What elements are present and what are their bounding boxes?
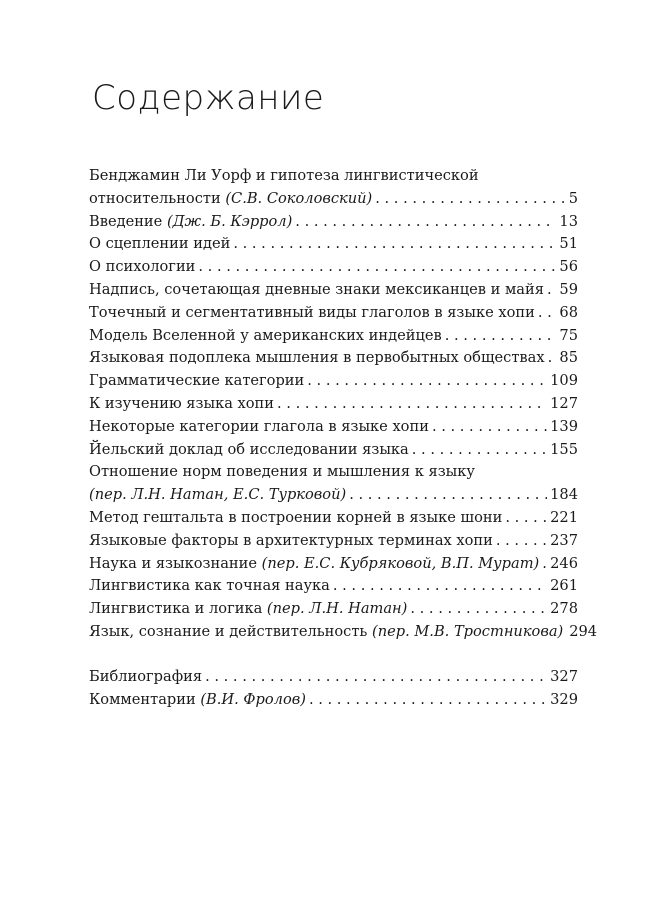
dot-leader: [412, 439, 547, 462]
dot-leader: [432, 416, 547, 439]
toc-entry-title: Надпись, сочетающая дневные знаки мексиканцев и майя: [89, 280, 544, 298]
dot-leader: [205, 666, 547, 689]
dot-leader: [538, 302, 557, 325]
dot-leader: [233, 233, 556, 256]
toc-page-number: 109: [550, 372, 578, 390]
dot-leader: [547, 279, 556, 302]
toc-entry-title: Библиография: [89, 667, 203, 685]
toc-page-number: 278: [550, 600, 578, 618]
toc-entry[interactable]: [89, 325, 578, 348]
toc-entry-title: относительности: [89, 189, 221, 207]
toc-main-list: [89, 165, 598, 644]
toc-entry-title: Введение: [89, 212, 163, 230]
toc-entry[interactable]: [89, 575, 578, 598]
dot-leader: [309, 689, 547, 712]
toc-entry[interactable]: [89, 461, 578, 507]
toc-entry[interactable]: [89, 530, 578, 553]
toc-page-number: 261: [550, 577, 578, 595]
toc-page-number: 56: [559, 258, 578, 276]
toc-page-number: 221: [550, 508, 578, 526]
toc-entry-title: О психологии: [89, 258, 196, 276]
toc-entry-title: Лингвистика и логика: [89, 600, 263, 618]
toc-page-number: 85: [559, 349, 578, 367]
toc-entry[interactable]: [89, 666, 578, 689]
toc-page-number: 329: [550, 690, 578, 708]
toc-entry-title-line: Отношение норм поведения и мышления к языку: [89, 463, 475, 481]
toc-entry-title: Язык, сознание и действительность: [89, 622, 368, 640]
toc-appendix-list: [89, 666, 578, 712]
toc-entry-title-line: Бенджамин Ли Уорф и гипотеза лингвистической: [89, 167, 479, 184]
toc-page-number: 59: [559, 280, 578, 298]
dot-leader: [307, 370, 547, 393]
toc-entry-title: Грамматические категории: [89, 372, 305, 390]
dot-leader: [333, 575, 547, 598]
toc-entry-title: Языковые факторы в архитектурных терминах хопи: [89, 531, 493, 549]
toc-entry-title: Наука и языкознание: [89, 554, 258, 572]
toc-page-number: 155: [550, 440, 578, 458]
dot-leader: [410, 598, 547, 621]
toc-entry[interactable]: [89, 279, 578, 302]
dot-leader: [548, 347, 557, 370]
toc-entry-author: (С.В. Соколовский): [225, 189, 373, 207]
toc-entry[interactable]: [89, 507, 578, 530]
toc-page-number: 327: [550, 667, 578, 685]
toc-entry-title: О сцеплении идей: [89, 235, 231, 253]
dot-leader: [496, 530, 547, 553]
toc-entry-title: Йельский доклад об исследовании языка: [89, 440, 409, 458]
toc-entry[interactable]: [89, 393, 578, 416]
toc-page-number: 237: [550, 531, 578, 549]
dot-leader: [295, 211, 556, 234]
toc-page-number: 13: [559, 212, 578, 230]
toc-entry[interactable]: [89, 370, 578, 393]
toc-entry[interactable]: [89, 233, 578, 256]
toc-page-number: 51: [559, 235, 578, 253]
toc-entry[interactable]: [89, 598, 578, 621]
toc-entry-author: (В.И. Фролов): [200, 690, 306, 708]
toc-entry-title: Некоторые категории глагола в языке хопи: [89, 417, 429, 435]
dot-leader: [277, 393, 547, 416]
dot-leader: [375, 188, 565, 211]
toc-entry-author: (пер. Л.Н. Натан): [266, 600, 408, 618]
toc-entry[interactable]: [89, 439, 578, 462]
toc-page-number: 5: [568, 189, 578, 207]
toc-entry[interactable]: [89, 302, 578, 325]
toc-entry-author: (пер. Л.Н. Натан, Е.С. Турковой): [89, 486, 347, 504]
toc-page-number: 75: [559, 326, 578, 344]
toc-entry-title: Модель Вселенной у американских индейцев: [89, 326, 442, 344]
toc-page-number: 246: [550, 554, 578, 572]
toc-entry[interactable]: [89, 416, 578, 439]
toc-entry[interactable]: [89, 347, 578, 370]
toc-entry-title: Языковая подоплека мышления в первобытных обществах: [89, 349, 545, 367]
toc-entry-author: (пер. М.В. Тростникова): [372, 622, 564, 640]
toc-entry[interactable]: [89, 211, 578, 234]
toc-entry[interactable]: [89, 553, 578, 576]
toc-entry-title: Точечный и сегментативный виды глаголов в языке хопи: [89, 303, 535, 321]
page-title: Содержание: [92, 78, 325, 118]
toc-entry-title: Комментарии: [89, 690, 196, 708]
toc-entry-title: Метод гештальта в построении корней в языке шони: [89, 508, 503, 526]
toc-page-number: 139: [550, 417, 578, 435]
dot-leader: [349, 484, 547, 507]
dot-leader: [542, 553, 547, 576]
table-of-contents: [89, 165, 598, 711]
toc-entry[interactable]: [89, 689, 578, 712]
dot-leader: [505, 507, 547, 530]
toc-entry-author: (пер. Е.С. Кубряковой, В.П. Мурат): [261, 554, 540, 572]
toc-page-number: 68: [559, 303, 578, 321]
toc-entry-title: К изучению языка хопи: [89, 394, 275, 412]
toc-entry[interactable]: [89, 165, 578, 211]
toc-entry-title: Лингвистика как точная наука: [89, 577, 330, 595]
dot-leader: [198, 256, 556, 279]
toc-entry[interactable]: [89, 621, 598, 644]
toc-page-number: 184: [550, 486, 578, 504]
toc-entry-author: (Дж. Б. Кэррол): [166, 212, 293, 230]
toc-page-number: 127: [550, 394, 578, 412]
toc-entry[interactable]: [89, 256, 578, 279]
dot-leader: [445, 325, 557, 348]
toc-page-number: 294: [569, 622, 598, 640]
